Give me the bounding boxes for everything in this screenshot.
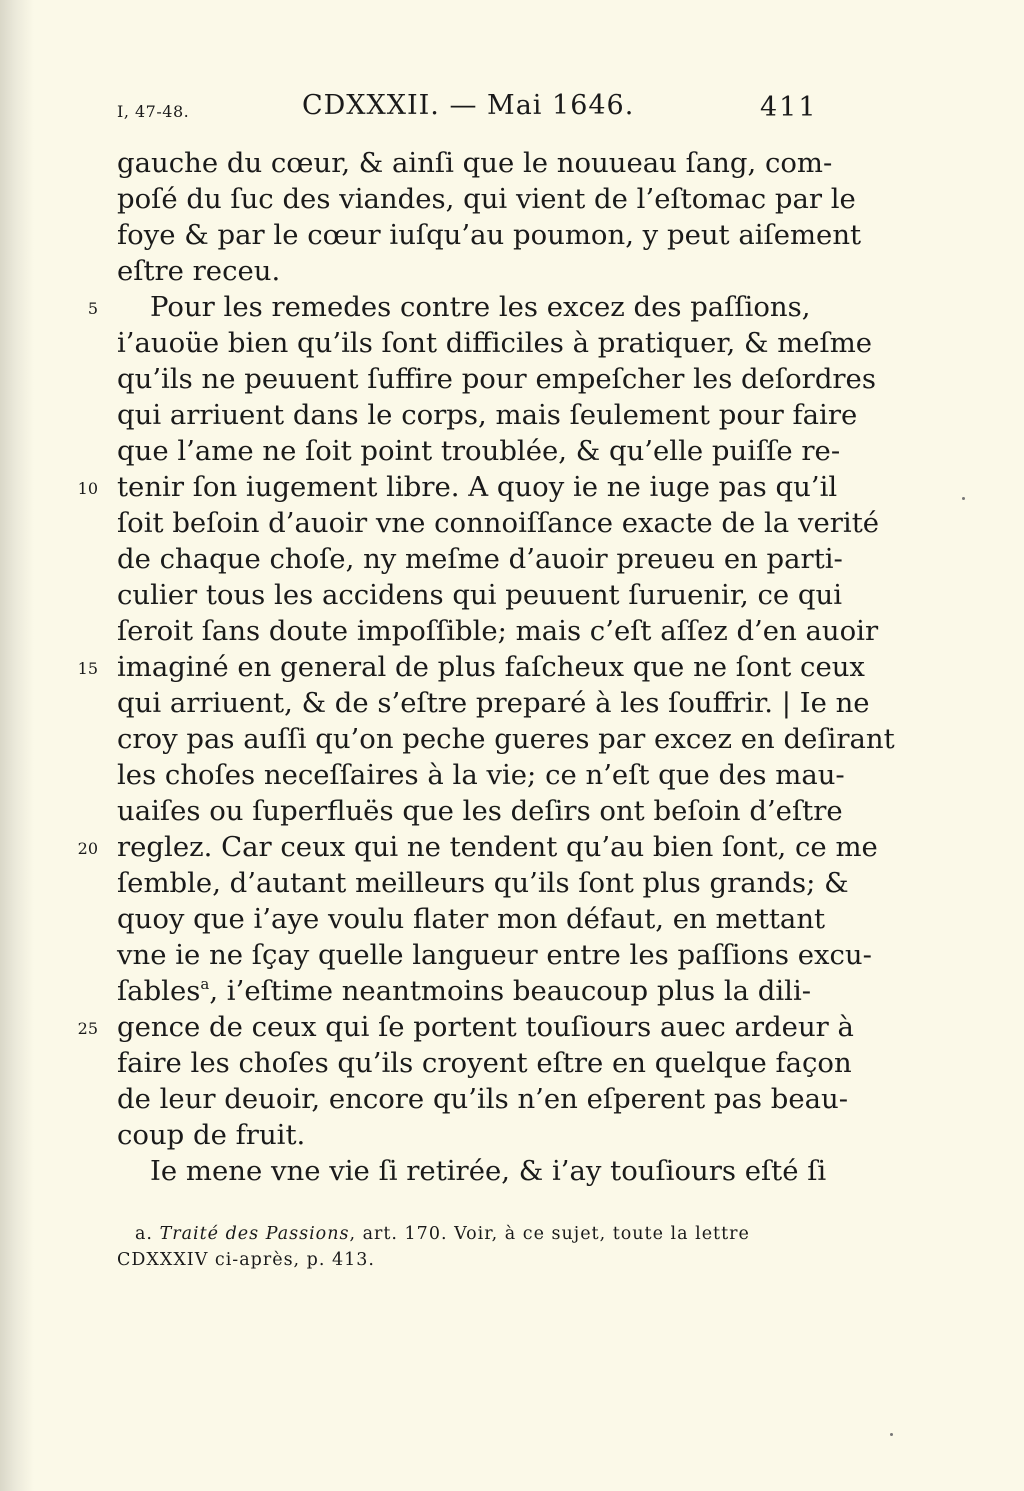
- line-number: 20: [77, 839, 98, 858]
- line-number: 25: [77, 1019, 98, 1038]
- line-number: 5: [87, 299, 98, 318]
- text-line: Ie mene vne vie ſi retirée, & i’ay touſiours eſté ſi: [150, 1155, 827, 1187]
- footnote-line: CDXXXIV ci-après, p. 413.: [117, 1250, 375, 1270]
- text-segment: ſables: [117, 975, 201, 1007]
- text-line: ſeroit ſans doute impoſſible; mais c’eſt aſſez d’en auoir: [117, 615, 879, 647]
- text-line: gence de ceux qui ſe portent touſiours auec ardeur à: [117, 1011, 854, 1043]
- line-number: 15: [77, 659, 98, 678]
- text-line: [117, 973, 812, 1009]
- text-line: reglez. Car ceux qui ne tendent qu’au bien ſont, ce me: [117, 831, 878, 863]
- footnote-text: , art. 170. Voir, à ce sujet, toute la lettre: [349, 1224, 750, 1244]
- page-edge-shadow: [0, 0, 34, 1491]
- text-line: vne ie ne ſçay quelle langueur entre les paſſions excu-: [117, 939, 872, 971]
- text-line: foye & par le cœur iuſqu’au poumon, y peut aiſement: [117, 219, 862, 251]
- text-line: quoy que i’aye voulu flater mon défaut, en mettant: [117, 903, 826, 935]
- text-line: faire les choſes qu’ils croyent eſtre en quelque façon: [117, 1047, 852, 1079]
- footnote-label: a.: [135, 1224, 153, 1244]
- text-line: uaiſes ou ſuperfluës que les deſirs ont beſoin d’eſtre: [117, 795, 843, 827]
- volume-reference: I, 47-48.: [117, 102, 190, 121]
- footnote-line: [117, 1221, 803, 1247]
- text-line: tenir ſon iugement libre. A quoy ie ne iuge pas qu’il: [117, 471, 838, 503]
- footnote-marker: a: [200, 975, 210, 993]
- text-line: les choſes neceſſaires à la vie; ce n’eſt que des mau-: [117, 759, 845, 791]
- paper-speck: [890, 1433, 893, 1436]
- text-line: culier tous les accidens qui peuuent ſuruenir, ce qui: [117, 579, 842, 611]
- text-line: imaginé en general de plus faſcheux que ne ſont ceux: [117, 651, 865, 683]
- running-title: CDXXXII. — Mai 1646.: [302, 90, 635, 121]
- text-line: coup de fruit.: [117, 1119, 306, 1151]
- line-number: 10: [77, 479, 98, 498]
- footnote-work-title: Traité des Passions: [159, 1224, 350, 1244]
- text-line: qui arriuent dans le corps, mais ſeulement pour faire: [117, 399, 858, 431]
- text-line: eſtre receu.: [117, 255, 281, 287]
- text-line: croy pas auſſi qu’on peche gueres par excez en deſirant: [117, 723, 895, 755]
- text-line: de leur deuoir, encore qu’ils n’en eſperent pas beau-: [117, 1083, 849, 1115]
- text-line: ſoit beſoin d’auoir vne connoiſſance exacte de la verité: [117, 507, 880, 539]
- text-line: Pour les remedes contre les excez des paſſions,: [150, 291, 811, 323]
- page-header: [0, 88, 1024, 128]
- text-line: i’auoüe bien qu’ils ſont difficiles à pratiquer, & meſme: [117, 327, 873, 359]
- text-line: qu’ils ne peuuent ſuffire pour empeſcher les deſordres: [117, 363, 876, 395]
- page-number: 411: [760, 92, 818, 123]
- text-line: ſemble, d’autant meilleurs qu’ils ſont plus grands; &: [117, 867, 849, 899]
- text-line: de chaque choſe, ny meſme d’auoir preueu en parti-: [117, 543, 843, 575]
- text-line: poſé du ſuc des viandes, qui vient de l’eſtomac par le: [117, 183, 856, 215]
- text-line: que l’ame ne ſoit point troublée, & qu’elle puiſſe re-: [117, 435, 841, 467]
- text-segment: , i’eſtime neantmoins beaucoup plus la dili-: [209, 975, 812, 1007]
- paper-speck: [962, 497, 965, 500]
- text-line: qui arriuent, & de s’eſtre preparé à les ſouffrir. | Ie ne: [117, 687, 870, 719]
- text-line: gauche du cœur, & ainſi que le nouueau ſang, com-: [117, 147, 833, 179]
